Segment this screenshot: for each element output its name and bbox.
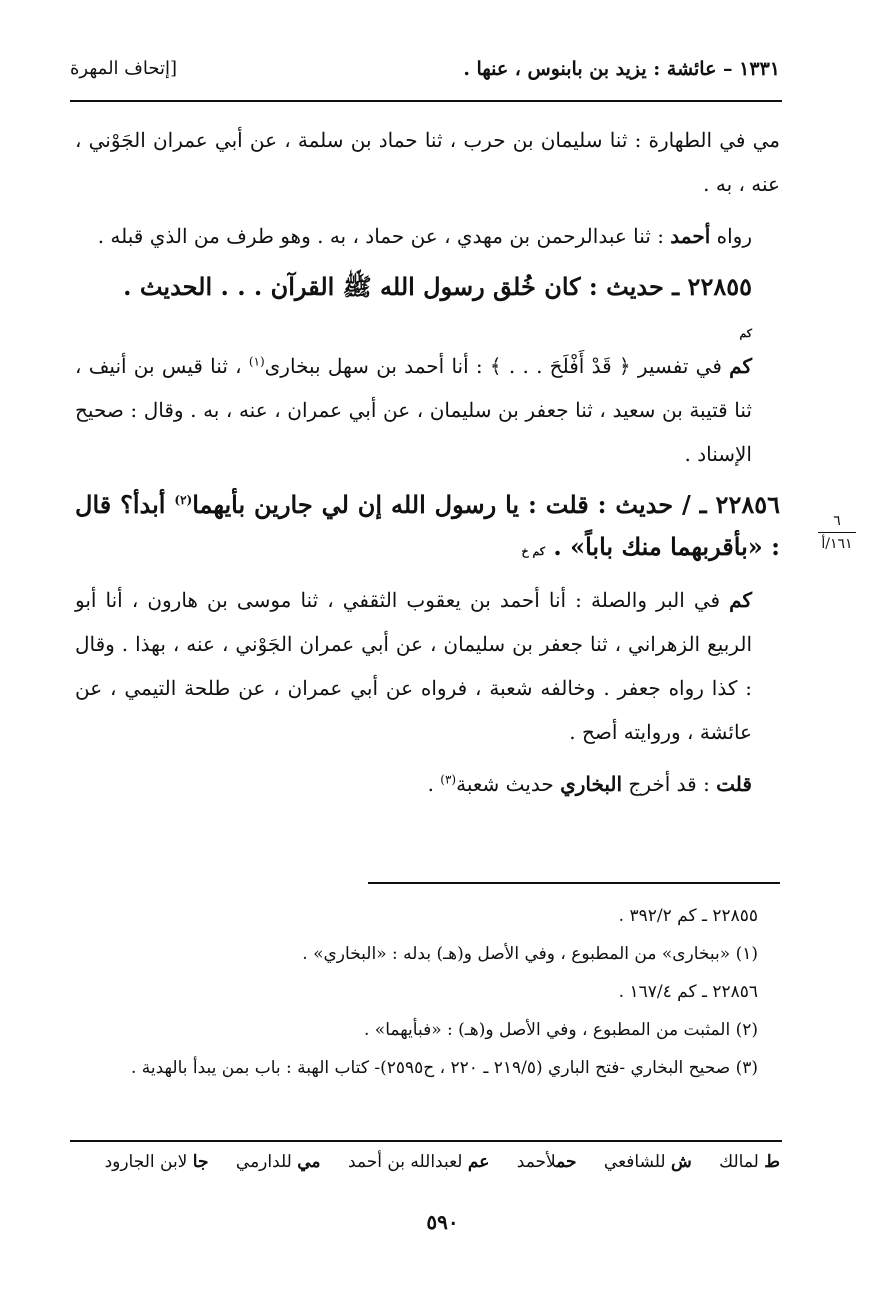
- p3-text-b: في تفسير ﴿ قَدْ أَفْلَحَ . . . ﴾ : أنا أحمد بن سهل ببخارى: [264, 354, 730, 378]
- abbreviation-rule: [70, 1140, 782, 1142]
- h2-text-a: ٢٢٨٥٦ ـ / حديث : قلت : يا رسول الله إن لي جارين بأيهما: [192, 490, 780, 519]
- header-rule: [70, 100, 782, 102]
- footnote-item: ٢٢٨٥٦ ـ كم ١٦٧/٤ .: [618, 982, 758, 1002]
- abbr-item: حملأحمد: [516, 1152, 577, 1172]
- h1-text: ٢٢٨٥٥ ـ حديث : كان خُلق رسول الله ﷺ القرآن . . . الحديث .: [123, 272, 752, 301]
- abbr-item: جا لابن الجارود: [104, 1152, 209, 1172]
- footnote-rule: [368, 882, 780, 884]
- hadith-heading-22856: [75, 484, 780, 568]
- margin-note-divider: [818, 532, 856, 533]
- p5-text-d: حديث شعبة: [456, 772, 561, 796]
- paragraph-4: [75, 578, 780, 754]
- h2-footnote-ref: (٢): [174, 493, 193, 507]
- paragraph-1: مي في الطهارة : ثنا سليمان بن حرب ، ثنا حماد بن سلمة ، عن أبي عمران الجَوْني ، عنه ، به .: [75, 128, 780, 196]
- footnote-item: (٣) صحيح البخاري -فتح الباري (٢١٩/٥ ـ ٢٢٠ ، ح٢٥٩٥)- كتاب الهبة : باب بمن يبدأ بالهدية .: [130, 1058, 758, 1078]
- p4-code: كم: [729, 588, 752, 612]
- p5-footnote-ref: (٣): [440, 772, 457, 787]
- header-book-title: [إتحاف المهرة: [70, 58, 178, 79]
- p4-text-b: في البر والصلة : أنا أحمد بن يعقوب الثقفي ، ثنا موسى بن هارون ، أنا أبو الربيع الزهراني ، ثنا جعفر بن سليمان ، عن أبي عمران الجَوْني ، عنه ، بهذا . وقال : كذا رواه جعفر . وخالفه شعبة ، فرواه عن أبي عمران ، عن طلحة التيمي ، عن عائشة ، وروايته أصح .: [75, 588, 752, 744]
- h2-mark: كم خ: [521, 545, 546, 558]
- abbr-item: ش للشافعي: [603, 1152, 692, 1172]
- abbr-item: مي للدارمي: [235, 1152, 321, 1172]
- paragraph-3: [75, 344, 780, 476]
- margin-note: [812, 512, 862, 553]
- p2-bold: أحمد: [670, 224, 711, 248]
- header-title: ١٣٣١ – عائشة : يزيد بن بابنوس ، عنها .: [463, 58, 780, 80]
- p3-text-c: ، ثنا قيس بن أنيف ، ثنا قتيبة بن سعيد ، ثنا جعفر بن سليمان ، عن أبي عمران ، عنه ، به . وقال : صحيح الإسناد .: [75, 354, 752, 466]
- abbr-item: عم لعبدالله بن أحمد: [347, 1152, 490, 1172]
- footnote-item: (٢) المثبت من المطبوع ، وفي الأصل و(هـ) : «فبأيهما» .: [364, 1020, 758, 1040]
- abbreviation-key: [70, 1152, 780, 1172]
- p3-code: كم: [729, 354, 752, 378]
- h1-mark: كم: [739, 327, 752, 340]
- p5-bold-c: البخاري: [560, 772, 623, 796]
- p5-text-b: : قد أخرج: [622, 772, 717, 796]
- margin-note-bottom: ١٦١/أ: [821, 536, 853, 552]
- margin-note-top: ٦: [833, 513, 841, 529]
- footnote-item: ٢٢٨٥٥ ـ كم ٣٩٢/٢ .: [618, 906, 758, 926]
- running-header: [70, 52, 780, 88]
- paragraph-2: [75, 214, 780, 258]
- p5-text-e: .: [427, 772, 441, 796]
- p2-text-c: : ثنا عبدالرحمن بن مهدي ، عن حماد ، به . وهو طرف من الذي قبله .: [97, 224, 671, 248]
- p3-footnote-ref: (١): [248, 354, 265, 369]
- h2-text-b: أبدأ؟ قال : «بأقربهما منك باباً» .: [75, 490, 780, 561]
- abbr-item: ط لمالك: [719, 1152, 780, 1172]
- paragraph-5: [75, 762, 780, 806]
- p2-text-a: رواه: [710, 224, 752, 248]
- page-number: ٥٩٠: [426, 1210, 459, 1234]
- p5-bold-a: قلت: [716, 772, 752, 796]
- main-text: [75, 118, 780, 814]
- footnotes: [75, 900, 780, 1090]
- footnote-item: (١) «ببخارى» من المطبوع ، وفي الأصل و(هـ) بدله : «البخاري» .: [302, 944, 758, 964]
- hadith-heading-22855: [75, 266, 780, 350]
